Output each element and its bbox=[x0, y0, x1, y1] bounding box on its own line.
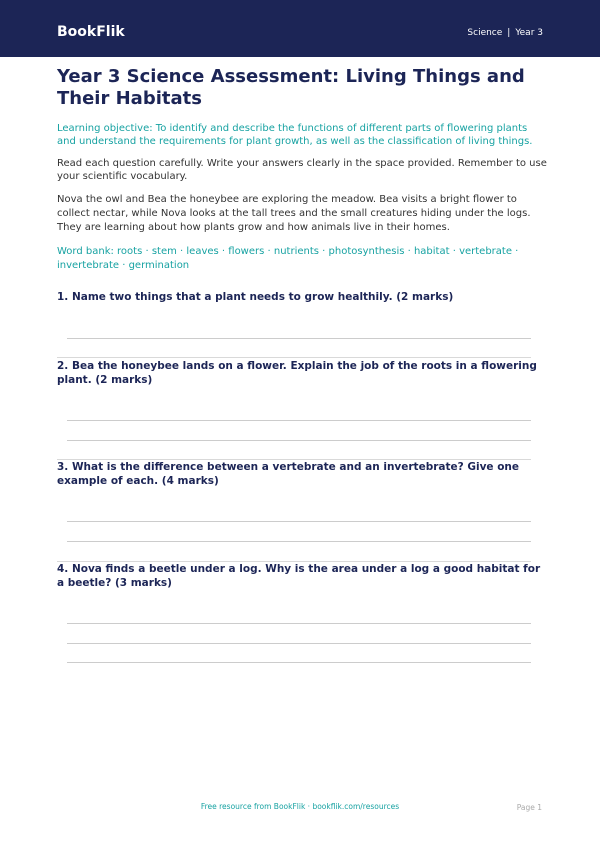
footer-text: Free resource from BookFlik · bookflik.com/resources bbox=[200, 802, 400, 811]
question-4: 4. Nova finds a beetle under a log. Why is the area under a log a good habitat for a beetle? (3 marks) bbox=[57, 563, 541, 589]
subject-label: Science bbox=[467, 28, 503, 38]
instructions: Read each question carefully. Write your answers clearly in the space provided. Remember to use your scientific vocabulary. bbox=[57, 158, 547, 182]
answer-line[interactable] bbox=[67, 643, 531, 644]
brand-logo: BookFlik bbox=[57, 24, 125, 40]
word-bank: Word bank: roots · stem · leaves · flowers · nutrients · photosynthesis · habitat · vertebrate · invertebrate · germination bbox=[57, 246, 519, 271]
year-label: Year 3 bbox=[515, 28, 543, 38]
answer-line[interactable] bbox=[67, 541, 531, 542]
question-3: 3. What is the difference between a vertebrate and an invertebrate? Give one example of each. (4 marks) bbox=[57, 461, 520, 487]
answer-line[interactable] bbox=[67, 521, 531, 522]
question-divider bbox=[57, 357, 531, 358]
question-1: 1. Name two things that a plant needs to grow healthily. (2 marks) bbox=[57, 291, 454, 303]
learning-objective: Learning objective: To identify and describe the functions of different parts of flowering plants and understand the requirements for plant growth, as well as the classification of living things. bbox=[57, 123, 533, 147]
header-meta bbox=[467, 28, 543, 38]
answer-line[interactable] bbox=[67, 338, 531, 339]
header-bar bbox=[0, 0, 600, 57]
page-title: Year 3 Science Assessment: Living Things and Their Habitats bbox=[57, 66, 525, 109]
story-text: Nova the owl and Bea the honeybee are exploring the meadow. Bea visits a bright flower to collect nectar, while Nova looks at the tall trees and the small creatures hiding under the logs. They are learning about how plants grow and how animals live in their homes. bbox=[57, 194, 531, 233]
answer-line[interactable] bbox=[67, 662, 531, 663]
answer-line[interactable] bbox=[67, 440, 531, 441]
question-2: 2. Bea the honeybee lands on a flower. Explain the job of the roots in a flowering plant. (2 marks) bbox=[57, 360, 537, 386]
header-separator: | bbox=[507, 28, 511, 38]
answer-line[interactable] bbox=[67, 420, 531, 421]
page-number: Page 1 bbox=[516, 803, 542, 812]
answer-line[interactable] bbox=[67, 623, 531, 624]
